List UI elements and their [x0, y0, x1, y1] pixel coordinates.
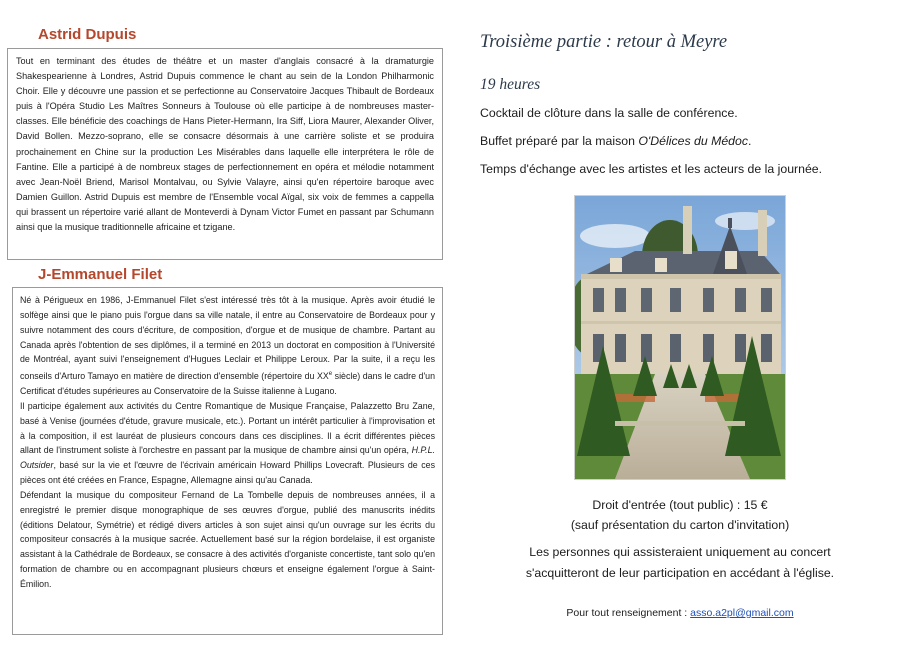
price-note: (sauf présentation du carton d'invitation): [570, 518, 790, 532]
superscript: e: [328, 371, 333, 378]
bio-box-j-emmanuel-filet: [12, 287, 443, 635]
caterer-name: O'Délices du Médoc: [638, 134, 749, 148]
program-line-cocktail: Cocktail de clôture dans la salle de conférence.: [480, 106, 738, 120]
bio-paragraph-3: Défendant la musique du compositeur Fernand de La Tombelle depuis de nombreuses années, il a enregistré le premier disque monographique de ses œuvres d'orgue, publié des manuscrits inédits (éditions Delatour, Symétrie) et rédigé divers articles à son sujet ainsi qu'un ouvrage sur les écrits du compositeur consacrés à la musique sacrée. Actuellement basé sur la région bordelaise, il est organiste assistant à la Cathédrale de Bordeaux, se consacre à des activités d'organiste concertiste, tant solo qu'en formation de chambre ou en accompagnant plusieurs chœurs et enseigne également l'orgue à Saint-Émilion.: [20, 489, 435, 589]
contact-line: [480, 607, 880, 619]
opera-title: H.P.L. Outsider: [20, 445, 435, 471]
event-hour: 19 heures: [480, 76, 541, 93]
contact-email-link[interactable]: asso.a2pl@gmail.com: [690, 607, 794, 619]
concert-note-line-2: s'acquitteront de leur participation en accédant à l'église.: [525, 566, 835, 580]
chateau-photo: [574, 195, 786, 480]
price-line: Droit d'entrée (tout public) : 15 €: [592, 498, 768, 512]
bio-box-astrid-dupuis: [7, 48, 443, 260]
bio-heading-j-emmanuel-filet: J-Emmanuel Filet: [38, 266, 163, 283]
bio-heading-astrid-dupuis: Astrid Dupuis: [38, 26, 137, 43]
bio-paragraph-2: Il participe également aux activités du Centre Romantique de Musique Française, Palazzetto Bru Zane, basé à Venise (journées d'étude, gravure musicale, etc.). Portant un intérêt particulier à l'improvisation et à la composition, il est lauréat de plusieurs concours dans ces disciplines. Il a écrit différentes pièces allant de l'instrument soliste à l'orchestre en passant par la musique de chambre ainsi qu'un opéra, H.P.L. Outsider, basé sur la vie et l'œuvre de l'écrivain américain Howard Phillips Lovecraft. Plusieurs de ces pièces ont été créées en France, Espagne, Allemagne ainsi qu'au Canada.: [20, 400, 435, 486]
program-line-buffet: Buffet préparé par la maison O'Délices du Médoc.: [480, 134, 752, 148]
section-title: Troisième partie : retour à Meyre: [480, 32, 728, 52]
bio-paragraph-1: Né à Périgueux en 1986, J-Emmanuel Filet s'est intéressé très tôt à la musique. Après avoir étudié le solfège ainsi que le piano puis l'orgue dans sa ville natale, il entre au Conservatoire de Bordeaux pour y suivre notamment des cours d'écriture, de composition, d'orgue et de musique de chambre. Partant au Canada après l'obtention de ses diplômes, il a terminé en 2013 un doctorat en composition à l'Université de Montréal, ayant suivi l'enseignement d'Hugues Leclair et Philippe Leroux. Par la suite, il a reçu les conseils d'Arturo Tamayo en matière de direction d'ensemble (répertoire du XXe siècle) dans le cadre d'un Certificat d'études supérieures au Conservatoire de la Suisse italienne à Lugano.: [20, 295, 435, 396]
program-line-exchange: Temps d'échange avec les artistes et les acteurs de la journée.: [480, 162, 823, 176]
contact-label: Pour tout renseignement :: [566, 607, 691, 619]
concert-note-line-1: Les personnes qui assisteraient uniquement au concert: [529, 545, 831, 559]
bio-text-astrid-dupuis: Tout en terminant des études de théâtre et un master d'anglais consacré à la dramaturgie Shakespearienne à Londres, Astrid Dupuis commence le chant au sein de la London Philharmonic Choir. Elle y découvre une passion et se perfectionne au Conservatoire Jacques Thibault de Bordeaux puis à l'Opéra Studio Les Maîtres Sonneurs à Toulouse où elle participe à de nombreuses master-classes. Elle bénéficie des coachings de Hans Pieter-Hermann, Ira Siff, Liora Maurer, Alexander Oliver, David Bollen. Mezzo-soprano, elle se consacre désormais à une carrière soliste et se produira prochainement en Chine sur la production Les Misérables dans laquelle elle interprétera le rôle de Fantine. Elle a participé à de nombreux stages de perfectionnement en opéra et mélodie notamment avec Jean-Noël Briend, Marisol Montalvau, ou Sylvie Valayre, ainsi qu'en répertoire baroque avec Damien Guillon. Astrid Dupuis est membre de l'Ensemble vocal Aïgal, six voix de femmes a cappella qui brassent un répertoire varié allant de Monteverdi à Dynam Victor Fumet en passant par Schumann ainsi que la musique traditionnelle africaine et tzigane.: [16, 56, 434, 233]
